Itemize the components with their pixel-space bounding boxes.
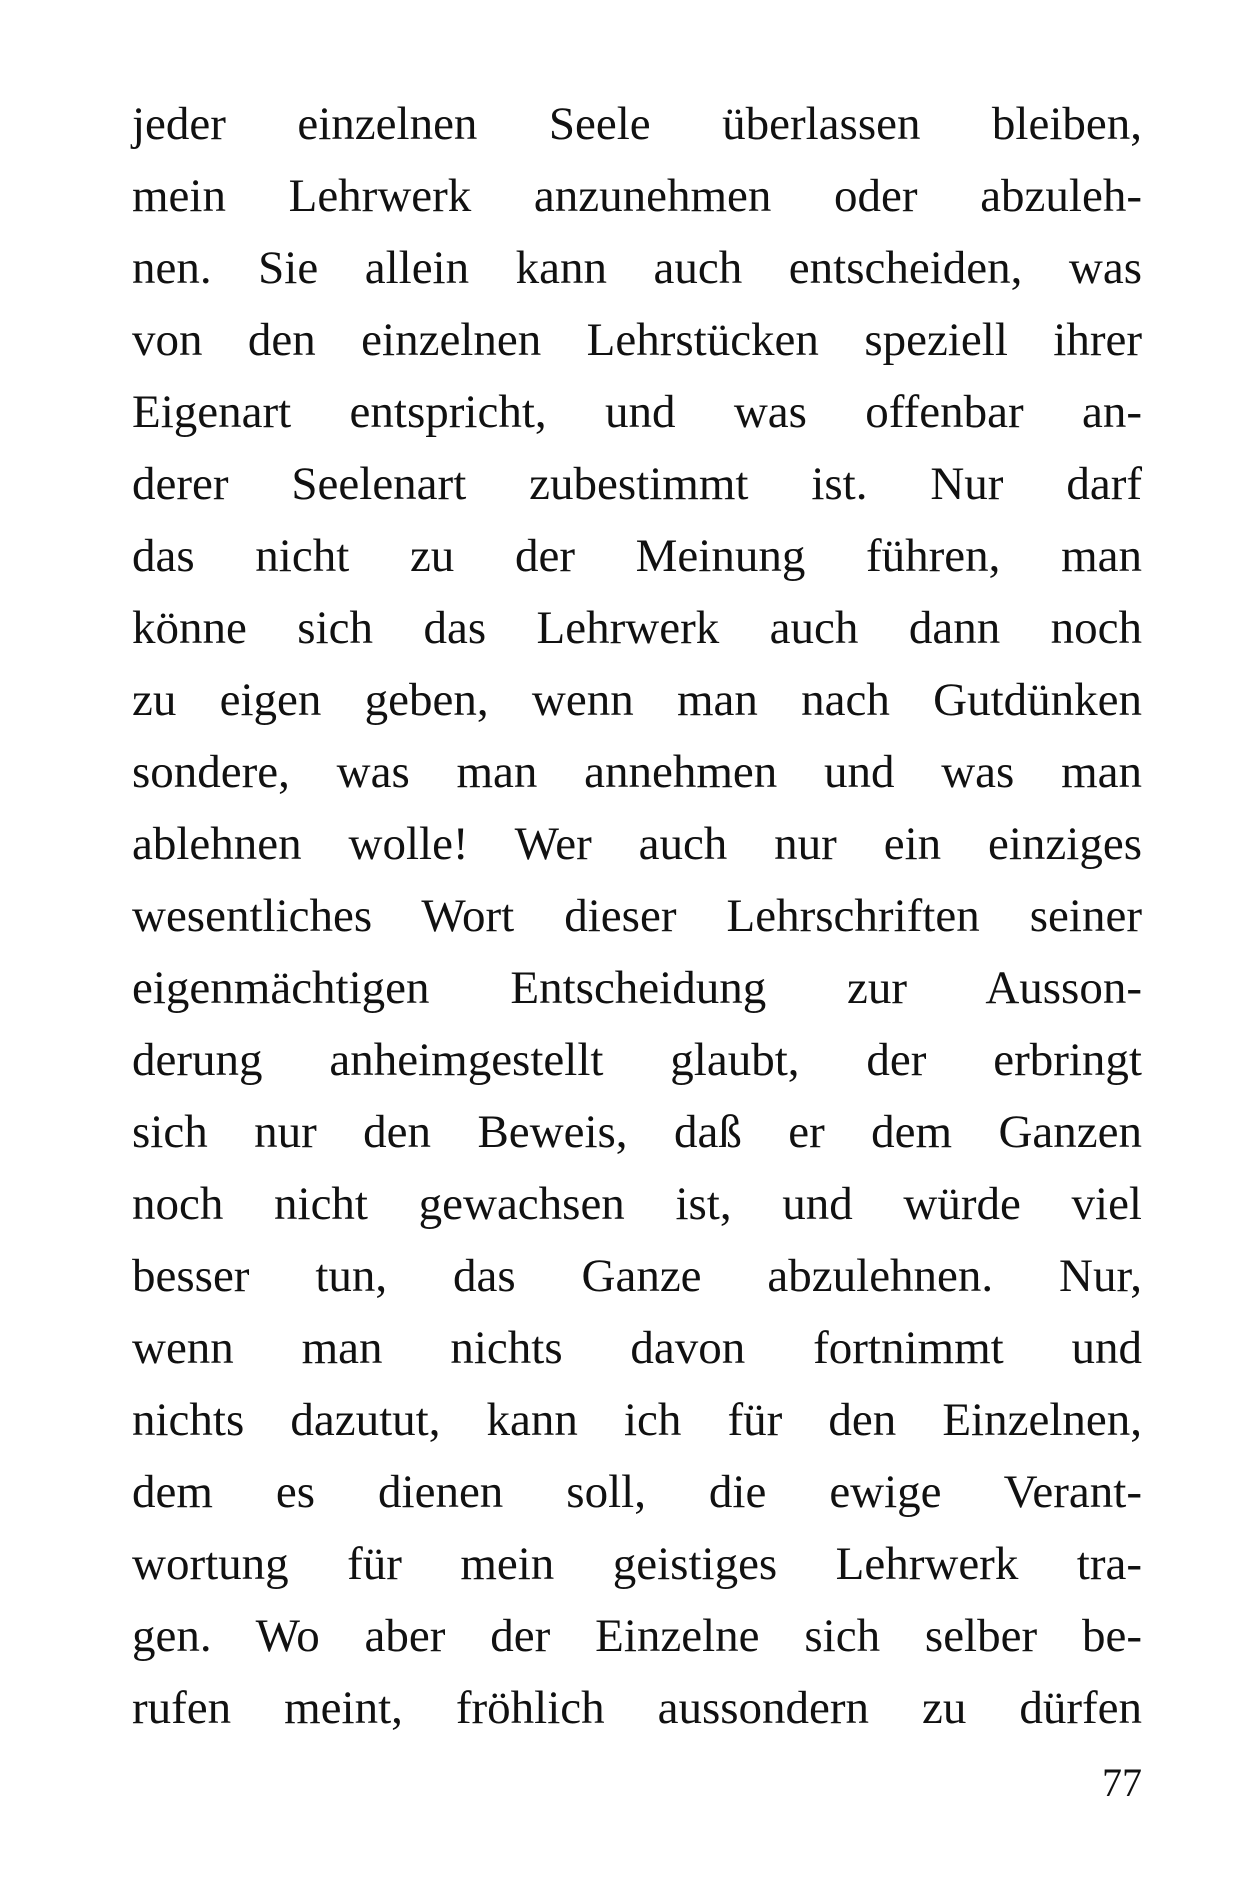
page-number: 77 bbox=[1102, 1760, 1142, 1805]
text-line-23: rufen meint, fröhlich aussondern zu dürfen bbox=[132, 1682, 1142, 1734]
text-line-15: sich nur den Beweis, daß er dem Ganzen bbox=[132, 1106, 1142, 1158]
text-line-13: eigenmächtigen Entscheidung zur Ausson- bbox=[132, 962, 1142, 1014]
text-line-3: nen. Sie allein kann auch entscheiden, was bbox=[132, 242, 1142, 294]
text-line-18: wenn man nichts davon fortnimmt und bbox=[132, 1322, 1142, 1374]
text-line-10: sondere, was man annehmen und was man bbox=[132, 746, 1142, 798]
text-line-16: noch nicht gewachsen ist, und würde viel bbox=[132, 1178, 1142, 1230]
text-line-1: jeder einzelnen Seele überlassen bleiben, bbox=[132, 98, 1142, 150]
text-line-2: mein Lehrwerk anzunehmen oder abzuleh- bbox=[132, 170, 1142, 222]
text-line-5: Eigenart entspricht, und was offenbar an- bbox=[132, 386, 1142, 438]
text-line-6: derer Seelenart zubestimmt ist. Nur darf bbox=[132, 458, 1142, 510]
text-line-19: nichts dazutut, kann ich für den Einzelnen, bbox=[132, 1394, 1142, 1446]
text-line-20: dem es dienen soll, die ewige Verant- bbox=[132, 1466, 1142, 1518]
text-line-11: ablehnen wolle! Wer auch nur ein einziges bbox=[132, 818, 1142, 870]
text-line-22: gen. Wo aber der Einzelne sich selber be- bbox=[132, 1610, 1142, 1662]
text-line-12: wesentliches Wort dieser Lehrschriften seiner bbox=[132, 890, 1142, 942]
text-line-8: könne sich das Lehrwerk auch dann noch bbox=[132, 602, 1142, 654]
text-line-17: besser tun, das Ganze abzulehnen. Nur, bbox=[132, 1250, 1142, 1302]
text-line-7: das nicht zu der Meinung führen, man bbox=[132, 530, 1142, 582]
text-line-21: wortung für mein geistiges Lehrwerk tra- bbox=[132, 1538, 1142, 1590]
text-line-9: zu eigen geben, wenn man nach Gutdünken bbox=[132, 674, 1142, 726]
text-line-14: derung anheimgestellt glaubt, der erbringt bbox=[132, 1034, 1142, 1086]
body-text bbox=[132, 88, 1142, 1744]
text-line-4: von den einzelnen Lehrstücken speziell ihrer bbox=[132, 314, 1142, 366]
